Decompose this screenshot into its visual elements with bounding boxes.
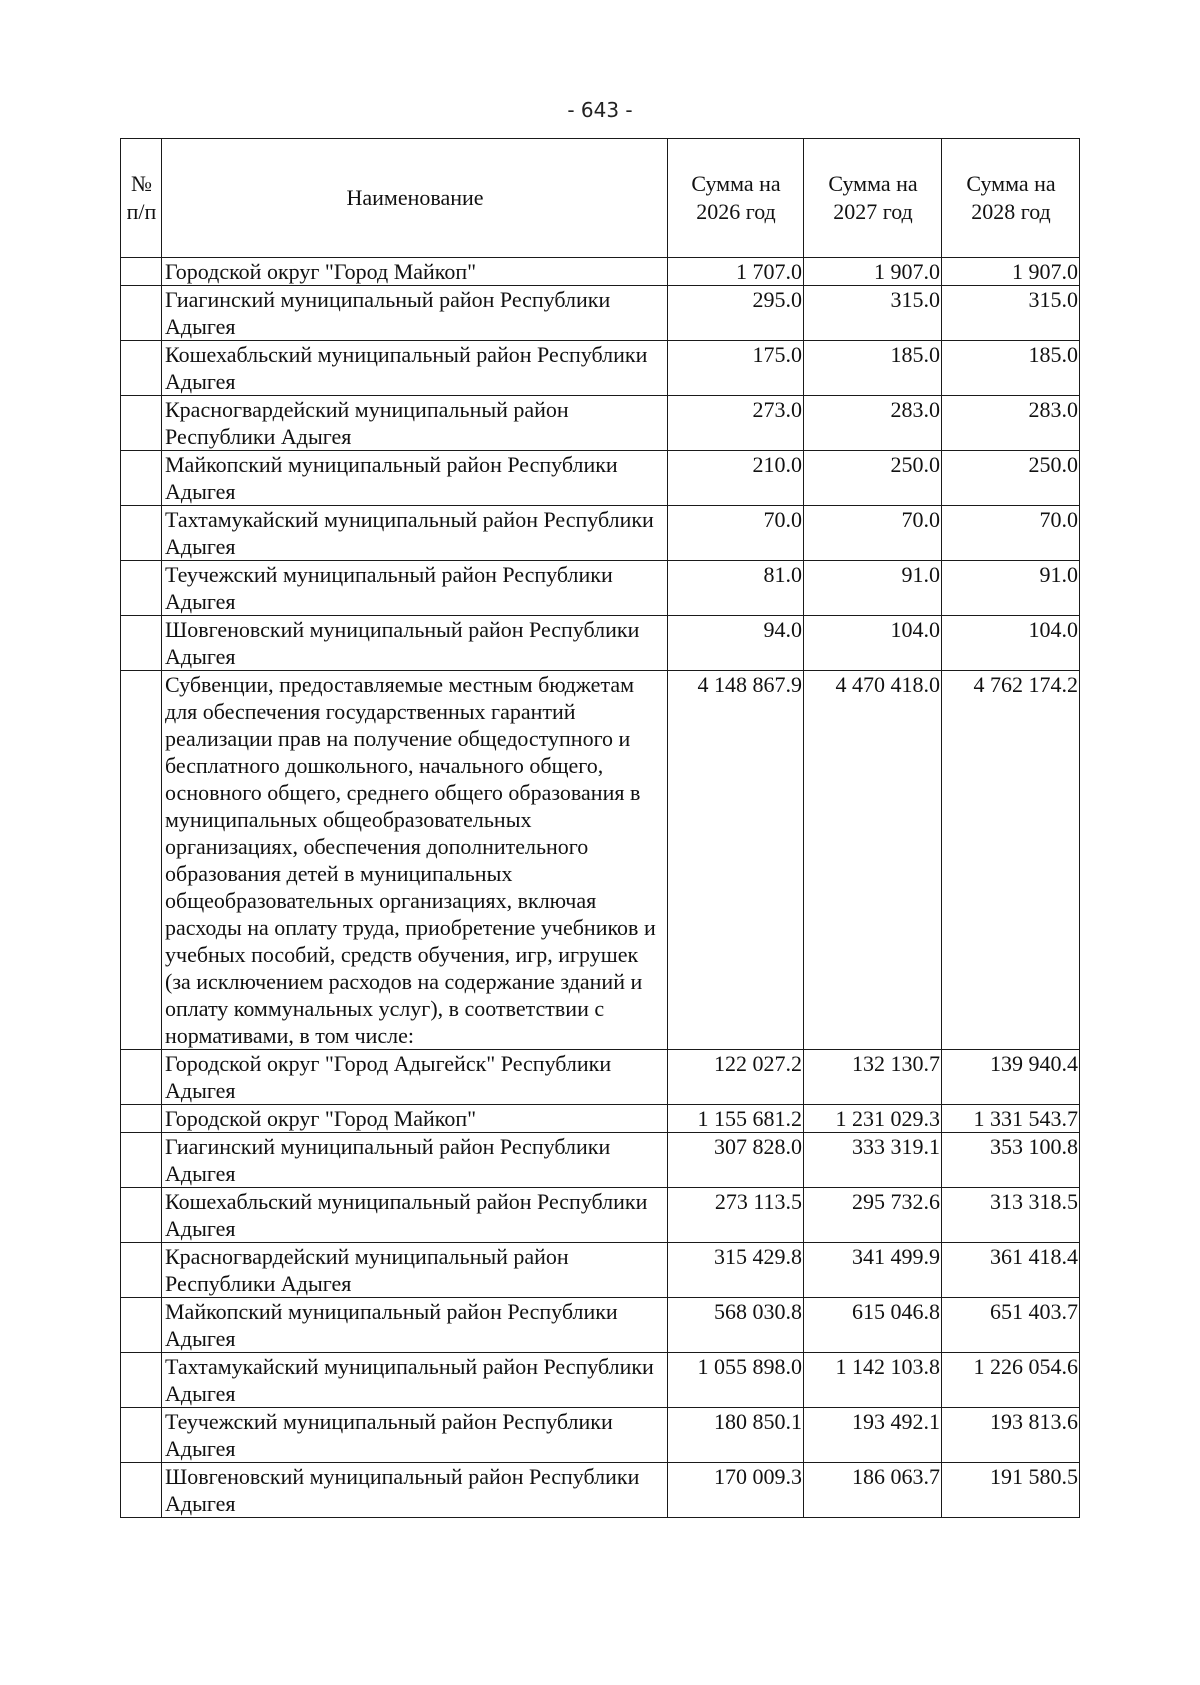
row-name-cell: Шовгеновский муниципальный район Республики Адыгея	[162, 616, 668, 671]
row-name-cell: Майкопский муниципальный район Республики Адыгея	[162, 1298, 668, 1353]
table-row	[121, 1105, 1080, 1133]
table-row	[121, 616, 1080, 671]
table-row	[121, 396, 1080, 451]
table-row	[121, 1050, 1080, 1105]
sum-2026-cell: 210.0	[668, 451, 804, 506]
row-number-cell	[121, 1050, 162, 1105]
subsidy-table	[120, 138, 1080, 1518]
row-number-cell	[121, 1353, 162, 1408]
sum-2028-cell: 1 907.0	[942, 258, 1080, 286]
row-number-cell	[121, 506, 162, 561]
sum-2026-cell: 273.0	[668, 396, 804, 451]
sum-2027-cell: 4 470 418.0	[804, 671, 942, 1050]
row-number-cell	[121, 396, 162, 451]
sum-2027-cell: 185.0	[804, 341, 942, 396]
sum-2028-cell: 1 331 543.7	[942, 1105, 1080, 1133]
table-row	[121, 1188, 1080, 1243]
table-row	[121, 1133, 1080, 1188]
sum-2028-cell: 315.0	[942, 286, 1080, 341]
sum-2028-cell: 1 226 054.6	[942, 1353, 1080, 1408]
row-name-cell: Кошехабльский муниципальный район Республики Адыгея	[162, 341, 668, 396]
sum-2028-cell: 91.0	[942, 561, 1080, 616]
sum-2026-cell: 307 828.0	[668, 1133, 804, 1188]
sum-2026-cell: 1 707.0	[668, 258, 804, 286]
sum-2027-cell: 615 046.8	[804, 1298, 942, 1353]
sum-2027-cell: 132 130.7	[804, 1050, 942, 1105]
header-name: Наименование	[162, 139, 668, 258]
sum-2027-cell: 333 319.1	[804, 1133, 942, 1188]
sum-2027-cell: 1 231 029.3	[804, 1105, 942, 1133]
table-row	[121, 1243, 1080, 1298]
sum-2028-cell: 70.0	[942, 506, 1080, 561]
header-sum-2027: Сумма на 2027 год	[804, 139, 942, 258]
row-number-cell	[121, 1188, 162, 1243]
row-number-cell	[121, 451, 162, 506]
sum-2028-cell: 104.0	[942, 616, 1080, 671]
sum-2028-cell: 185.0	[942, 341, 1080, 396]
sum-2027-cell: 315.0	[804, 286, 942, 341]
sum-2028-cell: 139 940.4	[942, 1050, 1080, 1105]
sum-2026-cell: 70.0	[668, 506, 804, 561]
row-name-cell: Городской округ "Город Адыгейск" Республики Адыгея	[162, 1050, 668, 1105]
table-row	[121, 451, 1080, 506]
sum-2028-cell: 313 318.5	[942, 1188, 1080, 1243]
table-body	[121, 258, 1080, 1518]
row-number-cell	[121, 258, 162, 286]
sum-2027-cell: 1 142 103.8	[804, 1353, 942, 1408]
sum-2028-cell: 250.0	[942, 451, 1080, 506]
row-name-cell: Шовгеновский муниципальный район Республики Адыгея	[162, 1463, 668, 1518]
row-number-cell	[121, 561, 162, 616]
row-number-cell	[121, 1408, 162, 1463]
sum-2026-cell: 1 055 898.0	[668, 1353, 804, 1408]
table-row	[121, 1298, 1080, 1353]
sum-2028-cell: 4 762 174.2	[942, 671, 1080, 1050]
sum-2027-cell: 186 063.7	[804, 1463, 942, 1518]
table-row	[121, 1463, 1080, 1518]
row-number-cell	[121, 616, 162, 671]
sum-2028-cell: 651 403.7	[942, 1298, 1080, 1353]
page-number: - 643 -	[567, 98, 633, 122]
sum-2028-cell: 361 418.4	[942, 1243, 1080, 1298]
sum-2026-cell: 1 155 681.2	[668, 1105, 804, 1133]
row-name-cell: Городской округ "Город Майкоп"	[162, 258, 668, 286]
table-row	[121, 561, 1080, 616]
row-name-cell: Красногвардейский муниципальный район Республики Адыгея	[162, 1243, 668, 1298]
sum-2027-cell: 91.0	[804, 561, 942, 616]
header-number: № п/п	[121, 139, 162, 258]
sum-2026-cell: 170 009.3	[668, 1463, 804, 1518]
table-row	[121, 1353, 1080, 1408]
sum-2026-cell: 568 030.8	[668, 1298, 804, 1353]
row-number-cell	[121, 1463, 162, 1518]
sum-2026-cell: 81.0	[668, 561, 804, 616]
sum-2028-cell: 193 813.6	[942, 1408, 1080, 1463]
table-row	[121, 506, 1080, 561]
row-name-cell: Гиагинский муниципальный район Республики Адыгея	[162, 1133, 668, 1188]
table-row	[121, 341, 1080, 396]
row-name-cell: Кошехабльский муниципальный район Республики Адыгея	[162, 1188, 668, 1243]
table-row	[121, 1408, 1080, 1463]
sum-2028-cell: 283.0	[942, 396, 1080, 451]
sum-2026-cell: 180 850.1	[668, 1408, 804, 1463]
sum-2026-cell: 295.0	[668, 286, 804, 341]
row-name-cell: Городской округ "Город Майкоп"	[162, 1105, 668, 1133]
row-name-cell: Теучежский муниципальный район Республики Адыгея	[162, 561, 668, 616]
row-number-cell	[121, 1133, 162, 1188]
row-name-cell: Тахтамукайский муниципальный район Республики Адыгея	[162, 506, 668, 561]
sum-2027-cell: 295 732.6	[804, 1188, 942, 1243]
sum-2027-cell: 250.0	[804, 451, 942, 506]
sum-2028-cell: 191 580.5	[942, 1463, 1080, 1518]
sum-2026-cell: 4 148 867.9	[668, 671, 804, 1050]
sum-2026-cell: 94.0	[668, 616, 804, 671]
sum-2027-cell: 1 907.0	[804, 258, 942, 286]
row-name-cell: Майкопский муниципальный район Республики Адыгея	[162, 451, 668, 506]
row-number-cell	[121, 671, 162, 1050]
row-name-cell: Теучежский муниципальный район Республики Адыгея	[162, 1408, 668, 1463]
sum-2027-cell: 70.0	[804, 506, 942, 561]
sum-2026-cell: 175.0	[668, 341, 804, 396]
table-row	[121, 286, 1080, 341]
sum-2028-cell: 353 100.8	[942, 1133, 1080, 1188]
row-name-cell: Гиагинский муниципальный район Республики Адыгея	[162, 286, 668, 341]
header-sum-2026: Сумма на 2026 год	[668, 139, 804, 258]
row-number-cell	[121, 286, 162, 341]
sum-2026-cell: 315 429.8	[668, 1243, 804, 1298]
sum-2026-cell: 273 113.5	[668, 1188, 804, 1243]
sum-2027-cell: 193 492.1	[804, 1408, 942, 1463]
row-number-cell	[121, 1243, 162, 1298]
row-number-cell	[121, 1298, 162, 1353]
table-row	[121, 671, 1080, 1050]
row-number-cell	[121, 1105, 162, 1133]
row-name-cell: Субвенции, предоставляемые местным бюджетам для обеспечения государственных гарантий реализации прав на получение общедоступного и бесплатного дошкольного, начального общего, основного общего, среднего общего образования в муниципальных общеобразовательных организациях, обеспечения дополнительного образования детей в муниципальных общеобразовательных организациях, включая расходы на оплату труда, приобретение учебников и учебных пособий, средств обучения, игр, игрушек (за исключением расходов на содержание зданий и оплату коммунальных услуг), в соответствии с нормативами, в том числе:	[162, 671, 668, 1050]
table-header-row	[121, 139, 1080, 258]
table-row	[121, 258, 1080, 286]
header-sum-2028: Сумма на 2028 год	[942, 139, 1080, 258]
row-name-cell: Тахтамукайский муниципальный район Республики Адыгея	[162, 1353, 668, 1408]
sum-2026-cell: 122 027.2	[668, 1050, 804, 1105]
sum-2027-cell: 283.0	[804, 396, 942, 451]
sum-2027-cell: 341 499.9	[804, 1243, 942, 1298]
sum-2027-cell: 104.0	[804, 616, 942, 671]
row-number-cell	[121, 341, 162, 396]
row-name-cell: Красногвардейский муниципальный район Республики Адыгея	[162, 396, 668, 451]
